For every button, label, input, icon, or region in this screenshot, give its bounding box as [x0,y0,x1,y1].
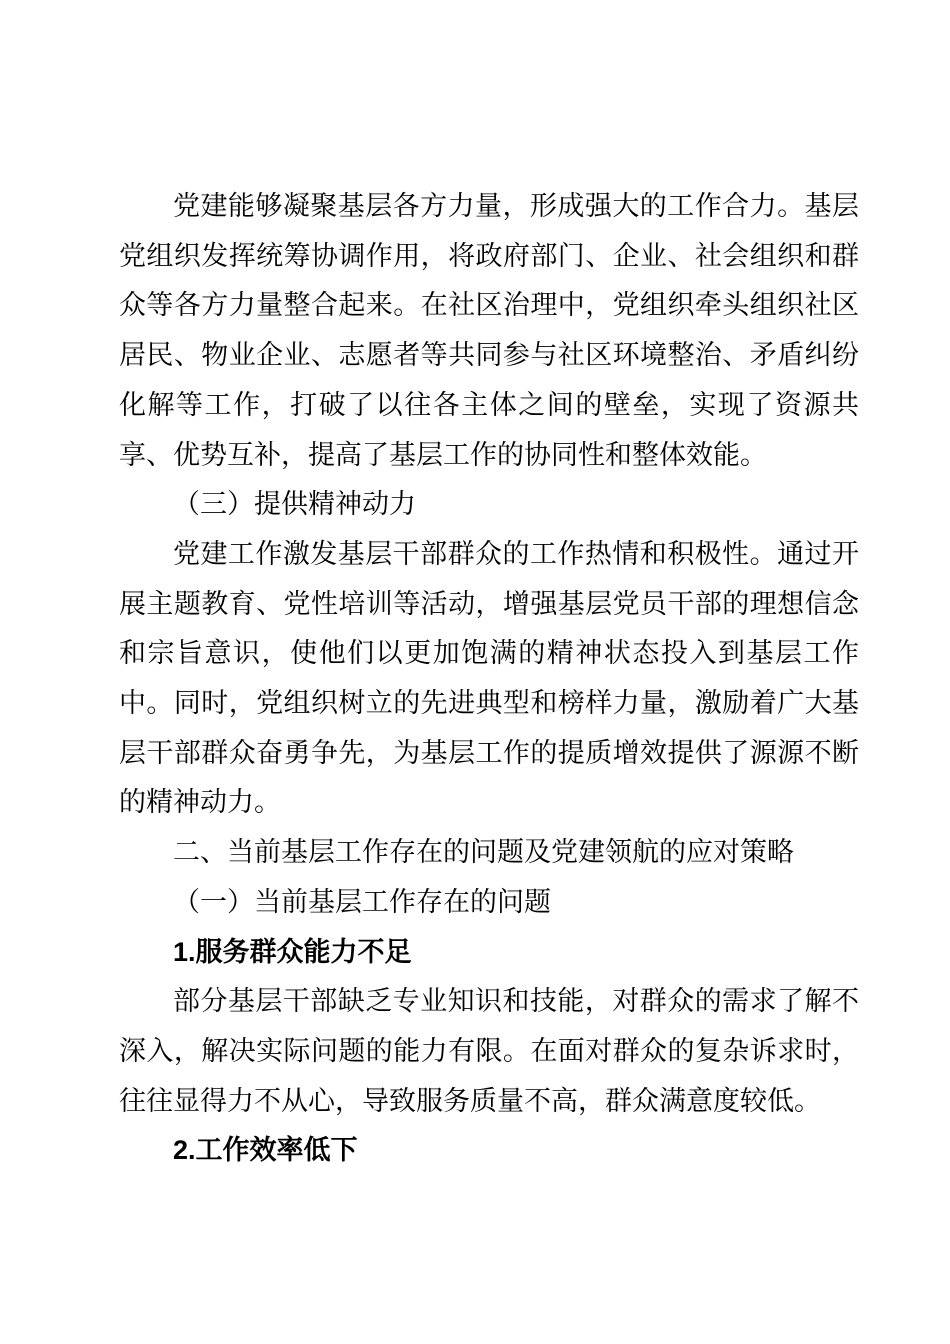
sub-heading-spiritual-motivation: （三）提供精神动力 [173,489,416,520]
numbered-heading-low-efficiency: 2.工作效率低下 [173,1135,358,1166]
sub-heading-current-problems: （一）当前基层工作存在的问题 [173,886,551,917]
section-heading-problems-and-strategies: 二、当前基层工作存在的问题及党建领航的应对策略 [173,837,794,868]
document-content [119,182,859,1176]
body-paragraph-lack-of-skills: 部分基层干部缺乏专业知识和技能，对群众的需求了解不深入，解决实际问题的能力有限。在面对群众的复杂诉求时，往往显得力不从心，导致服务质量不高，群众满意度较低。 [119,986,859,1116]
body-paragraph-work-enthusiasm: 党建工作激发基层干部群众的工作热情和积极性。通过开展主题教育、党性培训等活动，增强基层党员干部的理想信念和宗旨意识，使他们以更加饱满的精神状态投入到基层工作中。同时，党组织树立的先进典型和榜样力量，激励着广大基层干部群众奋勇争先，为基层工作的提质增效提供了源源不断的精神动力。 [119,538,859,818]
body-paragraph-party-cohesion: 党建能够凝聚基层各方力量，形成强大的工作合力。基层党组织发挥统筹协调作用，将政府部门、企业、社会组织和群众等各方力量整合起来。在社区治理中，党组织牵头组织社区居民、物业企业、志愿者等共同参与社区环境整治、矛盾纠纷化解等工作，打破了以往各主体之间的壁垒，实现了资源共享、优势互补，提高了基层工作的协同性和整体效能。 [119,191,859,470]
numbered-heading-service-capability: 1.服务群众能力不足 [173,936,412,967]
